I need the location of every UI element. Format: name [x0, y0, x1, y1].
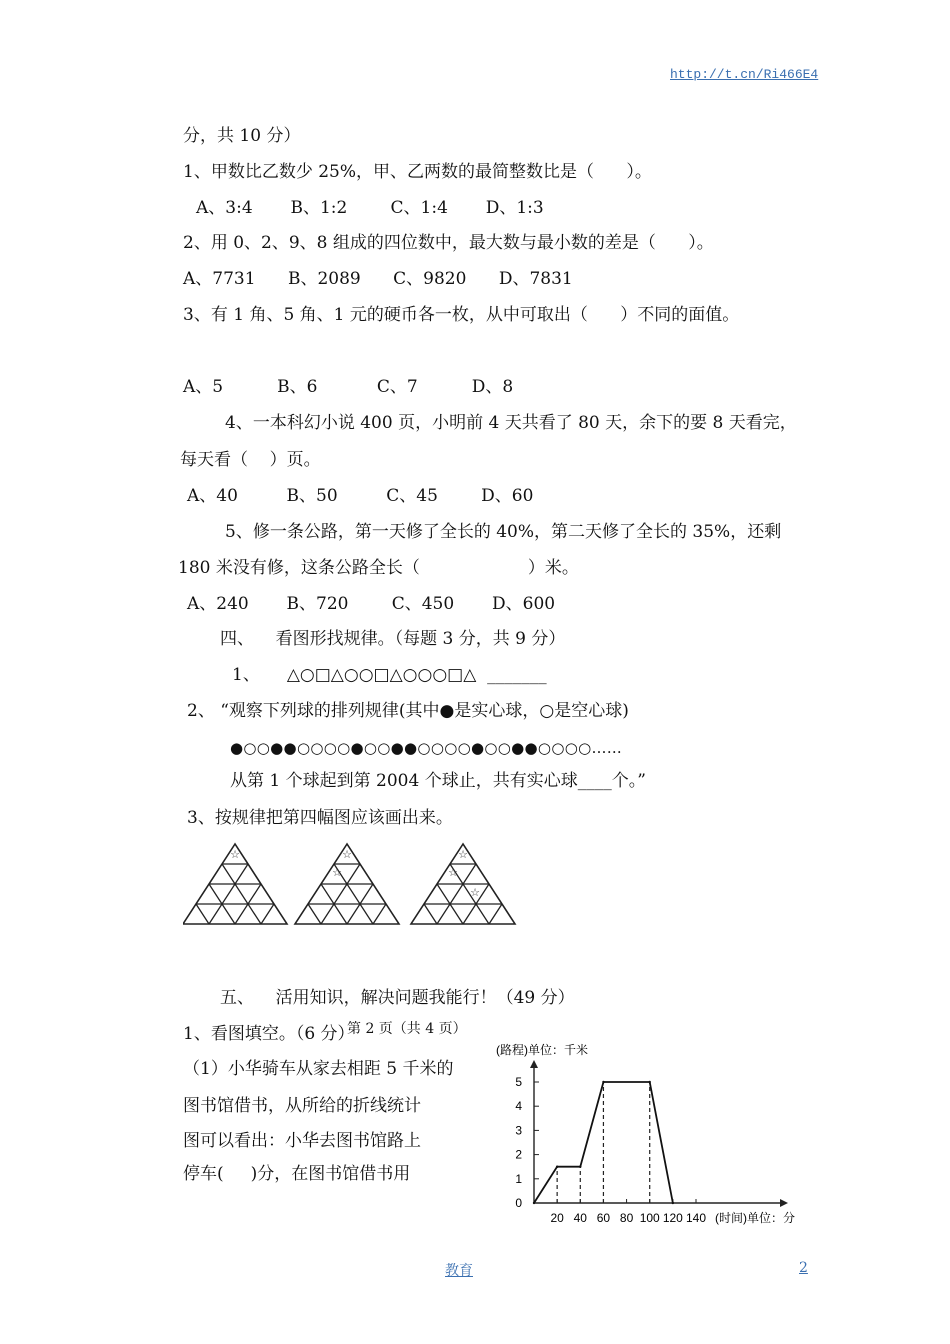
data-point: [649, 1081, 651, 1083]
question-2: 2、用 0、2、9、8 组成的四位数中，最大数与最小数的差是（ ）。: [183, 233, 714, 253]
y-tick-label: 3: [515, 1123, 522, 1138]
y-axis-arrow: [530, 1060, 538, 1068]
pattern-2: 2、 “观察下列球的排列规律(其中●是实心球，○是空心球): [187, 701, 629, 721]
x-tick-label: 20: [550, 1211, 564, 1225]
question-5-options: A、240 B、720 C、450 D、600: [187, 594, 556, 614]
question-5-line2: 180 米没有修，这条公路全长（ ）米。: [178, 558, 579, 578]
fill-line-1: （1）小华骑车从家去相距 5 千米的: [183, 1059, 454, 1079]
triangle-figures: [183, 840, 523, 940]
section-5-heading: 五、 活用知识，解决问题我能行！（49 分）: [220, 988, 575, 1008]
fill-line-2: 图书馆借书，从所给的折线统计: [183, 1096, 421, 1116]
header-link[interactable]: http://t.cn/Ri466E4: [670, 67, 819, 82]
question-4-line2: 每天看（ ）页。: [180, 450, 321, 470]
y-tick-label: 2: [515, 1147, 522, 1162]
triangle-2: [295, 844, 399, 924]
x-tick-label: 40: [573, 1211, 587, 1225]
section-4-heading: 四、 看图形找规律。（每题 3 分，共 9 分）: [220, 629, 566, 649]
data-point: [533, 1202, 535, 1204]
y-tick-label: 0: [515, 1196, 522, 1210]
x-axis-arrow: [780, 1199, 788, 1207]
question-4-line1: 4、一本科幻小说 400 页，小明前 4 天共看了 80 天，余下的要 8 天看完，: [225, 413, 797, 433]
question-1: 1、甲数比乙数少 25%，甲、乙两数的最简整数比是（ ）。: [183, 162, 652, 182]
y-tick-label: 5: [515, 1075, 522, 1089]
triangle-1: [183, 844, 287, 924]
x-tick-label: 60: [596, 1211, 611, 1225]
fill-question-1: 1、看图填空。（6 分）: [183, 1024, 355, 1044]
chart-xlabel: (时间)单位：分: [715, 1211, 795, 1225]
question-1-options: A、3:4 B、1:2 C、1:4 D、1:3: [196, 198, 544, 218]
fill-line-4: 停车( )分，在图书馆借书用: [183, 1164, 411, 1184]
star-icon: ☆: [470, 887, 480, 899]
star-icon: ☆: [448, 867, 458, 879]
question-5-line1: 5、修一条公路，第一天修了全长的 40%，第二天修了全长的 35%，还剩: [225, 522, 782, 542]
footer-page-number[interactable]: 2: [799, 1260, 808, 1276]
ball-sequence: ●○○●●○○○○●○○●●○○○○●○○●●○○○○……: [230, 739, 623, 757]
series-line: [534, 1082, 673, 1203]
y-tick-label: 1: [515, 1171, 522, 1186]
x-tick-label: 100: [639, 1211, 660, 1225]
data-point: [579, 1166, 581, 1168]
question-4-options: A、40 B、50 C、45 D、60: [187, 486, 534, 506]
star-icon: ☆: [332, 867, 342, 879]
footer-center-link[interactable]: 教育: [445, 1263, 473, 1279]
text-line: 分，共 10 分）: [183, 126, 301, 146]
page-indicator: 第 2 页（共 4 页）: [347, 1021, 467, 1037]
data-point: [672, 1202, 674, 1204]
pattern-2-question: 从第 1 个球起到第 2004 个球止，共有实心球____个。”: [230, 771, 646, 791]
data-point: [602, 1081, 604, 1083]
star-icon: ☆: [230, 849, 240, 861]
fill-line-3: 图可以看出：小华去图书馆路上: [183, 1131, 421, 1151]
y-tick-label: 4: [515, 1099, 522, 1114]
question-2-options: A、7731 B、2089 C、9820 D、7831: [183, 269, 573, 289]
star-icon: ☆: [458, 849, 468, 861]
distance-time-chart: [490, 1040, 820, 1230]
pattern-3: 3、按规律把第四幅图应该画出来。: [187, 808, 453, 828]
question-3: 3、有 1 角、5 角、1 元的硬币各一枚，从中可取出（ ）不同的面值。: [183, 305, 740, 325]
triangle-3: [411, 844, 515, 924]
x-tick-label: 120: [662, 1211, 683, 1225]
star-icon: ☆: [342, 849, 352, 861]
x-tick-label: 140: [685, 1211, 707, 1225]
question-3-options: A、5 B、6 C、7 D、8: [183, 377, 514, 397]
data-point: [556, 1166, 558, 1168]
pattern-1: 1、 △○□△○○□△○○○□△ _______: [232, 665, 547, 685]
x-tick-label: 80: [619, 1211, 634, 1225]
chart-ylabel: (路程)单位：千米: [496, 1043, 588, 1057]
